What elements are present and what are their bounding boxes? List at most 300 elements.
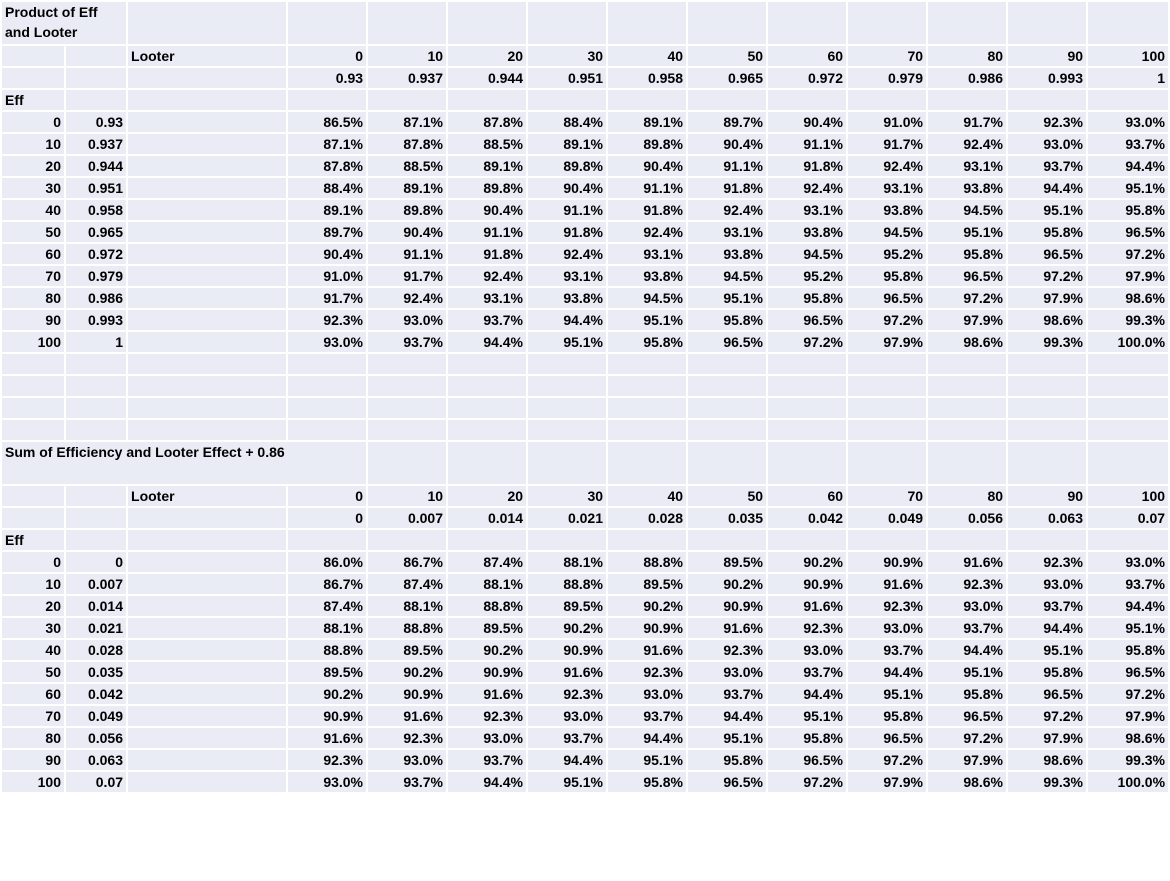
result-cell[interactable]: 94.4% [768, 684, 846, 704]
empty-cell[interactable] [768, 398, 846, 418]
eff-value[interactable]: 0.021 [66, 618, 126, 638]
result-cell[interactable]: 94.4% [928, 640, 1006, 660]
empty-cell[interactable] [128, 376, 286, 396]
result-cell[interactable]: 96.5% [928, 266, 1006, 286]
empty-cell[interactable] [1008, 530, 1086, 550]
empty-cell[interactable] [368, 398, 446, 418]
empty-cell[interactable] [128, 200, 286, 220]
result-cell[interactable]: 96.5% [848, 728, 926, 748]
result-cell[interactable]: 94.4% [1088, 596, 1168, 616]
eff-value[interactable]: 0.028 [66, 640, 126, 660]
result-cell[interactable]: 93.0% [688, 662, 766, 682]
empty-cell[interactable] [608, 90, 686, 110]
result-cell[interactable]: 97.2% [848, 750, 926, 770]
result-cell[interactable]: 87.8% [288, 156, 366, 176]
looter-level-header[interactable]: 90 [1008, 46, 1086, 66]
result-cell[interactable]: 94.4% [448, 772, 526, 792]
looter-label[interactable]: Looter [128, 46, 286, 66]
result-cell[interactable]: 94.4% [688, 706, 766, 726]
result-cell[interactable]: 91.0% [848, 112, 926, 132]
result-cell[interactable]: 90.2% [768, 552, 846, 572]
result-cell[interactable]: 89.5% [288, 662, 366, 682]
empty-cell[interactable] [528, 2, 606, 44]
empty-cell[interactable] [66, 530, 126, 550]
looter-value-header[interactable]: 0.972 [768, 68, 846, 88]
empty-cell[interactable] [928, 420, 1006, 440]
looter-level-header[interactable]: 30 [528, 486, 606, 506]
result-cell[interactable]: 92.3% [848, 596, 926, 616]
empty-cell[interactable] [1088, 90, 1168, 110]
result-cell[interactable]: 89.5% [448, 618, 526, 638]
result-cell[interactable]: 99.3% [1008, 332, 1086, 352]
result-cell[interactable]: 90.2% [528, 618, 606, 638]
result-cell[interactable]: 93.7% [448, 750, 526, 770]
empty-cell[interactable] [928, 376, 1006, 396]
result-cell[interactable]: 93.7% [688, 684, 766, 704]
result-cell[interactable]: 92.3% [368, 728, 446, 748]
empty-cell[interactable] [928, 354, 1006, 374]
eff-value[interactable]: 0.944 [66, 156, 126, 176]
result-cell[interactable]: 96.5% [688, 772, 766, 792]
empty-cell[interactable] [1008, 398, 1086, 418]
result-cell[interactable]: 88.4% [528, 112, 606, 132]
result-cell[interactable]: 90.9% [288, 706, 366, 726]
result-cell[interactable]: 96.5% [1008, 244, 1086, 264]
empty-cell[interactable] [448, 442, 526, 484]
empty-cell[interactable] [2, 46, 64, 66]
result-cell[interactable]: 95.1% [608, 750, 686, 770]
result-cell[interactable]: 88.5% [448, 134, 526, 154]
eff-value[interactable]: 0.993 [66, 310, 126, 330]
result-cell[interactable]: 92.3% [528, 684, 606, 704]
eff-label[interactable]: Eff [2, 90, 64, 110]
empty-cell[interactable] [2, 486, 64, 506]
eff-level[interactable]: 100 [2, 332, 64, 352]
empty-cell[interactable] [928, 530, 1006, 550]
result-cell[interactable]: 92.3% [288, 750, 366, 770]
result-cell[interactable]: 88.8% [528, 574, 606, 594]
empty-cell[interactable] [128, 310, 286, 330]
looter-level-header[interactable]: 70 [848, 486, 926, 506]
result-cell[interactable]: 93.8% [608, 266, 686, 286]
empty-cell[interactable] [848, 530, 926, 550]
result-cell[interactable]: 90.4% [368, 222, 446, 242]
empty-cell[interactable] [66, 420, 126, 440]
result-cell[interactable]: 94.4% [1008, 178, 1086, 198]
result-cell[interactable]: 98.6% [928, 772, 1006, 792]
looter-level-header[interactable]: 100 [1088, 486, 1168, 506]
eff-level[interactable]: 60 [2, 244, 64, 264]
empty-cell[interactable] [1088, 2, 1168, 44]
result-cell[interactable]: 99.3% [1088, 310, 1168, 330]
empty-cell[interactable] [448, 2, 526, 44]
looter-value-header[interactable]: 0.993 [1008, 68, 1086, 88]
looter-level-header[interactable]: 40 [608, 46, 686, 66]
result-cell[interactable]: 93.1% [528, 266, 606, 286]
result-cell[interactable]: 97.9% [848, 772, 926, 792]
result-cell[interactable]: 98.6% [928, 332, 1006, 352]
empty-cell[interactable] [128, 662, 286, 682]
empty-cell[interactable] [128, 112, 286, 132]
result-cell[interactable]: 90.4% [288, 244, 366, 264]
result-cell[interactable]: 91.8% [768, 156, 846, 176]
looter-value-header[interactable]: 0.937 [368, 68, 446, 88]
result-cell[interactable]: 91.6% [448, 684, 526, 704]
result-cell[interactable]: 95.2% [848, 244, 926, 264]
looter-value-header[interactable]: 0.042 [768, 508, 846, 528]
result-cell[interactable]: 95.1% [1008, 200, 1086, 220]
looter-level-header[interactable]: 0 [288, 486, 366, 506]
empty-cell[interactable] [448, 420, 526, 440]
empty-cell[interactable] [848, 398, 926, 418]
empty-cell[interactable] [688, 354, 766, 374]
empty-cell[interactable] [528, 420, 606, 440]
result-cell[interactable]: 93.7% [1008, 156, 1086, 176]
result-cell[interactable]: 95.2% [768, 266, 846, 286]
empty-cell[interactable] [128, 288, 286, 308]
result-cell[interactable]: 88.8% [288, 640, 366, 660]
result-cell[interactable]: 91.6% [368, 706, 446, 726]
result-cell[interactable]: 93.7% [528, 728, 606, 748]
eff-value[interactable]: 0.014 [66, 596, 126, 616]
result-cell[interactable]: 95.1% [928, 222, 1006, 242]
empty-cell[interactable] [128, 596, 286, 616]
result-cell[interactable]: 95.1% [1088, 178, 1168, 198]
eff-value[interactable]: 0.063 [66, 750, 126, 770]
result-cell[interactable]: 90.2% [288, 684, 366, 704]
result-cell[interactable]: 89.5% [528, 596, 606, 616]
eff-level[interactable]: 10 [2, 134, 64, 154]
empty-cell[interactable] [66, 508, 126, 528]
result-cell[interactable]: 93.8% [928, 178, 1006, 198]
looter-value-header[interactable]: 0.035 [688, 508, 766, 528]
empty-cell[interactable] [1088, 530, 1168, 550]
result-cell[interactable]: 91.0% [288, 266, 366, 286]
result-cell[interactable]: 93.0% [1008, 134, 1086, 154]
empty-cell[interactable] [368, 420, 446, 440]
result-cell[interactable]: 93.7% [368, 332, 446, 352]
empty-cell[interactable] [608, 530, 686, 550]
result-cell[interactable]: 91.1% [448, 222, 526, 242]
eff-value[interactable]: 0.007 [66, 574, 126, 594]
empty-cell[interactable] [528, 90, 606, 110]
result-cell[interactable]: 93.0% [1008, 574, 1086, 594]
looter-label[interactable]: Looter [128, 486, 286, 506]
empty-cell[interactable] [288, 398, 366, 418]
result-cell[interactable]: 90.2% [608, 596, 686, 616]
result-cell[interactable]: 93.8% [528, 288, 606, 308]
empty-cell[interactable] [848, 420, 926, 440]
empty-cell[interactable] [128, 706, 286, 726]
result-cell[interactable]: 91.6% [608, 640, 686, 660]
looter-value-header[interactable]: 0.007 [368, 508, 446, 528]
empty-cell[interactable] [928, 442, 1006, 484]
empty-cell[interactable] [2, 508, 64, 528]
empty-cell[interactable] [66, 46, 126, 66]
looter-level-header[interactable]: 60 [768, 486, 846, 506]
eff-level[interactable]: 50 [2, 222, 64, 242]
eff-level[interactable]: 0 [2, 112, 64, 132]
result-cell[interactable]: 95.8% [928, 244, 1006, 264]
empty-cell[interactable] [528, 530, 606, 550]
empty-cell[interactable] [928, 90, 1006, 110]
empty-cell[interactable] [128, 640, 286, 660]
result-cell[interactable]: 92.4% [688, 200, 766, 220]
empty-cell[interactable] [288, 420, 366, 440]
empty-cell[interactable] [768, 354, 846, 374]
eff-level[interactable]: 80 [2, 288, 64, 308]
result-cell[interactable]: 90.4% [608, 156, 686, 176]
looter-value-header[interactable]: 0.014 [448, 508, 526, 528]
result-cell[interactable]: 95.8% [688, 750, 766, 770]
looter-level-header[interactable]: 60 [768, 46, 846, 66]
result-cell[interactable]: 88.4% [288, 178, 366, 198]
result-cell[interactable]: 99.3% [1088, 750, 1168, 770]
empty-cell[interactable] [528, 398, 606, 418]
looter-value-header[interactable]: 0.958 [608, 68, 686, 88]
looter-level-header[interactable]: 20 [448, 46, 526, 66]
eff-value[interactable]: 1 [66, 332, 126, 352]
result-cell[interactable]: 89.7% [288, 222, 366, 242]
result-cell[interactable]: 91.6% [528, 662, 606, 682]
result-cell[interactable]: 89.8% [368, 200, 446, 220]
empty-cell[interactable] [128, 684, 286, 704]
empty-cell[interactable] [688, 2, 766, 44]
looter-level-header[interactable]: 20 [448, 486, 526, 506]
result-cell[interactable]: 97.9% [928, 310, 1006, 330]
result-cell[interactable]: 97.2% [768, 772, 846, 792]
empty-cell[interactable] [688, 376, 766, 396]
result-cell[interactable]: 91.7% [368, 266, 446, 286]
result-cell[interactable]: 100.0% [1088, 332, 1168, 352]
result-cell[interactable]: 95.8% [848, 706, 926, 726]
eff-level[interactable]: 50 [2, 662, 64, 682]
result-cell[interactable]: 97.2% [1008, 706, 1086, 726]
result-cell[interactable]: 89.5% [688, 552, 766, 572]
looter-value-header[interactable]: 0.07 [1088, 508, 1168, 528]
result-cell[interactable]: 89.1% [448, 156, 526, 176]
empty-cell[interactable] [1008, 420, 1086, 440]
result-cell[interactable]: 89.1% [368, 178, 446, 198]
result-cell[interactable]: 92.4% [368, 288, 446, 308]
result-cell[interactable]: 91.1% [368, 244, 446, 264]
empty-cell[interactable] [2, 68, 64, 88]
empty-cell[interactable] [768, 90, 846, 110]
result-cell[interactable]: 89.5% [608, 574, 686, 594]
result-cell[interactable]: 92.3% [768, 618, 846, 638]
eff-value[interactable]: 0 [66, 552, 126, 572]
result-cell[interactable]: 98.6% [1008, 750, 1086, 770]
result-cell[interactable]: 95.8% [1088, 200, 1168, 220]
result-cell[interactable]: 90.9% [768, 574, 846, 594]
result-cell[interactable]: 95.8% [608, 772, 686, 792]
result-cell[interactable]: 90.9% [608, 618, 686, 638]
result-cell[interactable]: 92.3% [1008, 552, 1086, 572]
empty-cell[interactable] [128, 618, 286, 638]
looter-value-header[interactable]: 0.063 [1008, 508, 1086, 528]
looter-value-header[interactable]: 0.951 [528, 68, 606, 88]
looter-level-header[interactable]: 90 [1008, 486, 1086, 506]
result-cell[interactable]: 92.3% [608, 662, 686, 682]
result-cell[interactable]: 95.8% [768, 728, 846, 748]
result-cell[interactable]: 93.0% [368, 310, 446, 330]
empty-cell[interactable] [66, 486, 126, 506]
result-cell[interactable]: 98.6% [1008, 310, 1086, 330]
empty-cell[interactable] [368, 442, 446, 484]
result-cell[interactable]: 97.2% [928, 728, 1006, 748]
result-cell[interactable]: 94.4% [848, 662, 926, 682]
result-cell[interactable]: 90.9% [368, 684, 446, 704]
empty-cell[interactable] [368, 530, 446, 550]
result-cell[interactable]: 89.1% [608, 112, 686, 132]
result-cell[interactable]: 91.6% [768, 596, 846, 616]
looter-value-header[interactable]: 0.056 [928, 508, 1006, 528]
eff-value[interactable]: 0.958 [66, 200, 126, 220]
result-cell[interactable]: 94.4% [528, 310, 606, 330]
result-cell[interactable]: 93.7% [608, 706, 686, 726]
empty-cell[interactable] [288, 90, 366, 110]
eff-value[interactable]: 0.049 [66, 706, 126, 726]
result-cell[interactable]: 93.0% [288, 772, 366, 792]
empty-cell[interactable] [1088, 442, 1168, 484]
empty-cell[interactable] [128, 728, 286, 748]
eff-value[interactable]: 0.937 [66, 134, 126, 154]
result-cell[interactable]: 94.5% [928, 200, 1006, 220]
looter-value-header[interactable]: 0.93 [288, 68, 366, 88]
looter-level-header[interactable]: 50 [688, 46, 766, 66]
result-cell[interactable]: 95.1% [848, 684, 926, 704]
empty-cell[interactable] [128, 244, 286, 264]
result-cell[interactable]: 87.1% [368, 112, 446, 132]
result-cell[interactable]: 97.9% [928, 750, 1006, 770]
result-cell[interactable]: 96.5% [768, 310, 846, 330]
result-cell[interactable]: 92.4% [768, 178, 846, 198]
result-cell[interactable]: 93.1% [768, 200, 846, 220]
eff-level[interactable]: 30 [2, 178, 64, 198]
eff-level[interactable]: 0 [2, 552, 64, 572]
empty-cell[interactable] [288, 376, 366, 396]
empty-cell[interactable] [688, 420, 766, 440]
eff-level[interactable]: 40 [2, 200, 64, 220]
empty-cell[interactable] [128, 332, 286, 352]
empty-cell[interactable] [288, 530, 366, 550]
empty-cell[interactable] [848, 376, 926, 396]
result-cell[interactable]: 95.8% [928, 684, 1006, 704]
looter-value-header[interactable]: 0.049 [848, 508, 926, 528]
empty-cell[interactable] [2, 420, 64, 440]
empty-cell[interactable] [128, 134, 286, 154]
result-cell[interactable]: 93.7% [928, 618, 1006, 638]
result-cell[interactable]: 93.1% [848, 178, 926, 198]
result-cell[interactable]: 93.1% [928, 156, 1006, 176]
result-cell[interactable]: 97.2% [848, 310, 926, 330]
looter-value-header[interactable]: 0.028 [608, 508, 686, 528]
eff-value[interactable]: 0.07 [66, 772, 126, 792]
result-cell[interactable]: 95.1% [1008, 640, 1086, 660]
result-cell[interactable]: 95.1% [928, 662, 1006, 682]
result-cell[interactable]: 92.4% [848, 156, 926, 176]
result-cell[interactable]: 86.0% [288, 552, 366, 572]
result-cell[interactable]: 89.8% [528, 156, 606, 176]
eff-level[interactable]: 100 [2, 772, 64, 792]
result-cell[interactable]: 97.9% [1008, 288, 1086, 308]
empty-cell[interactable] [528, 442, 606, 484]
result-cell[interactable]: 93.0% [368, 750, 446, 770]
empty-cell[interactable] [448, 530, 526, 550]
result-cell[interactable]: 93.8% [768, 222, 846, 242]
empty-cell[interactable] [528, 376, 606, 396]
result-cell[interactable]: 90.9% [528, 640, 606, 660]
eff-value[interactable]: 0.951 [66, 178, 126, 198]
eff-value[interactable]: 0.93 [66, 112, 126, 132]
result-cell[interactable]: 91.6% [688, 618, 766, 638]
result-cell[interactable]: 91.8% [528, 222, 606, 242]
result-cell[interactable]: 89.5% [368, 640, 446, 660]
result-cell[interactable]: 97.2% [1088, 684, 1168, 704]
result-cell[interactable]: 92.4% [928, 134, 1006, 154]
looter-level-header[interactable]: 0 [288, 46, 366, 66]
looter-value-header[interactable]: 0 [288, 508, 366, 528]
result-cell[interactable]: 98.6% [1088, 288, 1168, 308]
result-cell[interactable]: 90.9% [848, 552, 926, 572]
empty-cell[interactable] [128, 530, 286, 550]
result-cell[interactable]: 91.1% [688, 156, 766, 176]
looter-level-header[interactable]: 80 [928, 486, 1006, 506]
looter-value-header[interactable]: 0.965 [688, 68, 766, 88]
empty-cell[interactable] [448, 376, 526, 396]
empty-cell[interactable] [1008, 376, 1086, 396]
result-cell[interactable]: 93.0% [848, 618, 926, 638]
result-cell[interactable]: 99.3% [1008, 772, 1086, 792]
empty-cell[interactable] [128, 156, 286, 176]
empty-cell[interactable] [848, 90, 926, 110]
empty-cell[interactable] [688, 90, 766, 110]
result-cell[interactable]: 93.1% [608, 244, 686, 264]
result-cell[interactable]: 93.7% [1088, 574, 1168, 594]
result-cell[interactable]: 91.6% [928, 552, 1006, 572]
result-cell[interactable]: 96.5% [1008, 684, 1086, 704]
eff-value[interactable]: 0.042 [66, 684, 126, 704]
result-cell[interactable]: 93.0% [448, 728, 526, 748]
result-cell[interactable]: 97.2% [768, 332, 846, 352]
empty-cell[interactable] [1088, 398, 1168, 418]
result-cell[interactable]: 92.3% [688, 640, 766, 660]
result-cell[interactable]: 91.7% [288, 288, 366, 308]
empty-cell[interactable] [128, 178, 286, 198]
result-cell[interactable]: 88.8% [448, 596, 526, 616]
empty-cell[interactable] [66, 354, 126, 374]
result-cell[interactable]: 96.5% [848, 288, 926, 308]
eff-level[interactable]: 70 [2, 266, 64, 286]
empty-cell[interactable] [128, 552, 286, 572]
empty-cell[interactable] [1088, 420, 1168, 440]
result-cell[interactable]: 90.2% [448, 640, 526, 660]
result-cell[interactable]: 91.1% [608, 178, 686, 198]
result-cell[interactable]: 91.1% [768, 134, 846, 154]
looter-level-header[interactable]: 50 [688, 486, 766, 506]
empty-cell[interactable] [368, 354, 446, 374]
empty-cell[interactable] [368, 2, 446, 44]
result-cell[interactable]: 95.8% [1088, 640, 1168, 660]
result-cell[interactable]: 91.8% [608, 200, 686, 220]
result-cell[interactable]: 89.8% [448, 178, 526, 198]
result-cell[interactable]: 93.7% [1008, 596, 1086, 616]
empty-cell[interactable] [848, 442, 926, 484]
empty-cell[interactable] [608, 354, 686, 374]
result-cell[interactable]: 97.2% [1008, 266, 1086, 286]
result-cell[interactable]: 93.0% [1088, 552, 1168, 572]
empty-cell[interactable] [66, 90, 126, 110]
